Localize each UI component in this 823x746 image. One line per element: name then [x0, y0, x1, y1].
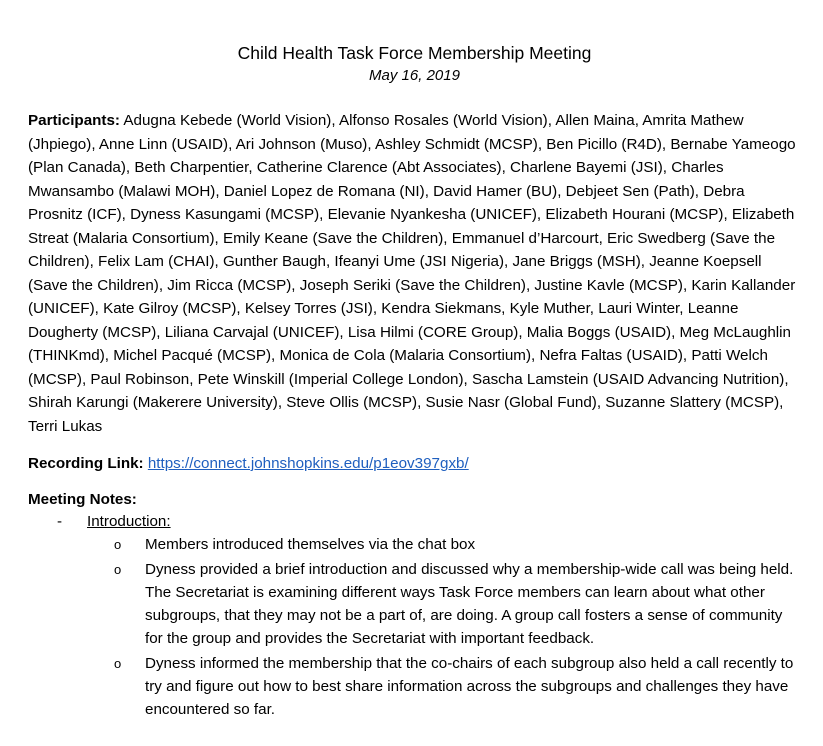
bullet-circle-icon: o [114, 537, 122, 552]
participants-list: Adugna Kebede (World Vision), Alfonso Rosales (World Vision), Allen Maina, Amrita Mathew (Jhpiego), Anne Linn (USAID), Ari Johnson (Muso), Ashley Schmidt (MCSP), Ben Picillo (R4D), Bernabe Yameogo (Plan Canada), Beth Charpentier, Catherine Clarence (Abt Associates), Charlene Bayemi (JSI), Charles Mwansambo (Malawi MOH), Daniel Lopez de Romana (NI), David Hamer (BU), Debjeet Sen (Path), Debra Prosnitz (ICF), Dyness Kasungami (MCSP), Elevanie Nyankesha (UNICEF), Elizabeth Hourani (MCSP), Elizabeth Streat (Malaria Consortium), Emily Keane (Save the Children), Emmanuel d’Harcourt, Eric Swedberg (Save the Children), Felix Lam (CHAI), Gunther Baugh, Ifeanyi Ume (JSI Nigeria), Jane Briggs (MSH), Jeanne Koepsell (Save the Children), Jim Ricca (MCSP), Joseph Seriki (Save the Children), Justine Kavle (MCSP), Karin Kallander (UNICEF), Kate Gilroy (MCSP), Kelsey Torres (JSI), Kendra Siekmans, Kyle Muther, Lauri Winter, Leanne Dougherty (MCSP), Liliana Carvajal (UNICEF), Lisa Hilmi (CORE Group), Malia Boggs (USAID), Meg McLaughlin (THINKmd), Michel Pacqué (MCSP), Monica de Cola (Malaria Consortium), Nefra Faltas (USAID), Patti Welch (MCSP), Paul Robinson, Pete Winskill (Imperial College London), Sascha Lamstein (USAID Advancing Nutrition), Shirah Karungi (Makerere University), Steve Ollis (MCSP), Susie Nasr (Global Fund), Suzanne Slattery (MCSP), Terri Lukas [28, 112, 796, 435]
document-title: Child Health Task Force Membership Meeting [237, 43, 592, 63]
participants-paragraph [28, 109, 801, 438]
bullet-text: Members introduced themselves via the chat box [145, 536, 476, 553]
list-item [114, 558, 801, 650]
recording-link[interactable]: https://connect.johnshopkins.edu/p1eov397gxb/ [147, 455, 469, 472]
recording-label: Recording Link: [28, 455, 144, 472]
participants-label: Participants: [28, 112, 120, 129]
section-dash-marker: - [57, 513, 63, 530]
list-item [114, 652, 801, 721]
recording-line [28, 452, 801, 475]
introduction-bullets [28, 533, 801, 721]
bullet-circle-icon: o [114, 656, 122, 671]
list-item [114, 533, 801, 556]
document-date: May 16, 2019 [369, 67, 460, 84]
meeting-notes-heading: Meeting Notes: [28, 491, 137, 508]
bullet-circle-icon: o [114, 562, 122, 577]
introduction-heading: Introduction: [87, 513, 171, 530]
introduction-section [28, 511, 801, 533]
bullet-text: Dyness provided a brief introduction and discussed why a membership-wide call was being held. The Secretariat is examining different ways Task Force members can learn about what other subgroups, that they may not be a part of, are doing. A group call fosters a sense of community for the group and provides the Secretariat with important feedback. [145, 561, 794, 647]
bullet-text: Dyness informed the membership that the co-chairs of each subgroup also held a call recently to try and figure out how to best share information across the subgroups and challenges they have encountered so far. [145, 655, 794, 718]
